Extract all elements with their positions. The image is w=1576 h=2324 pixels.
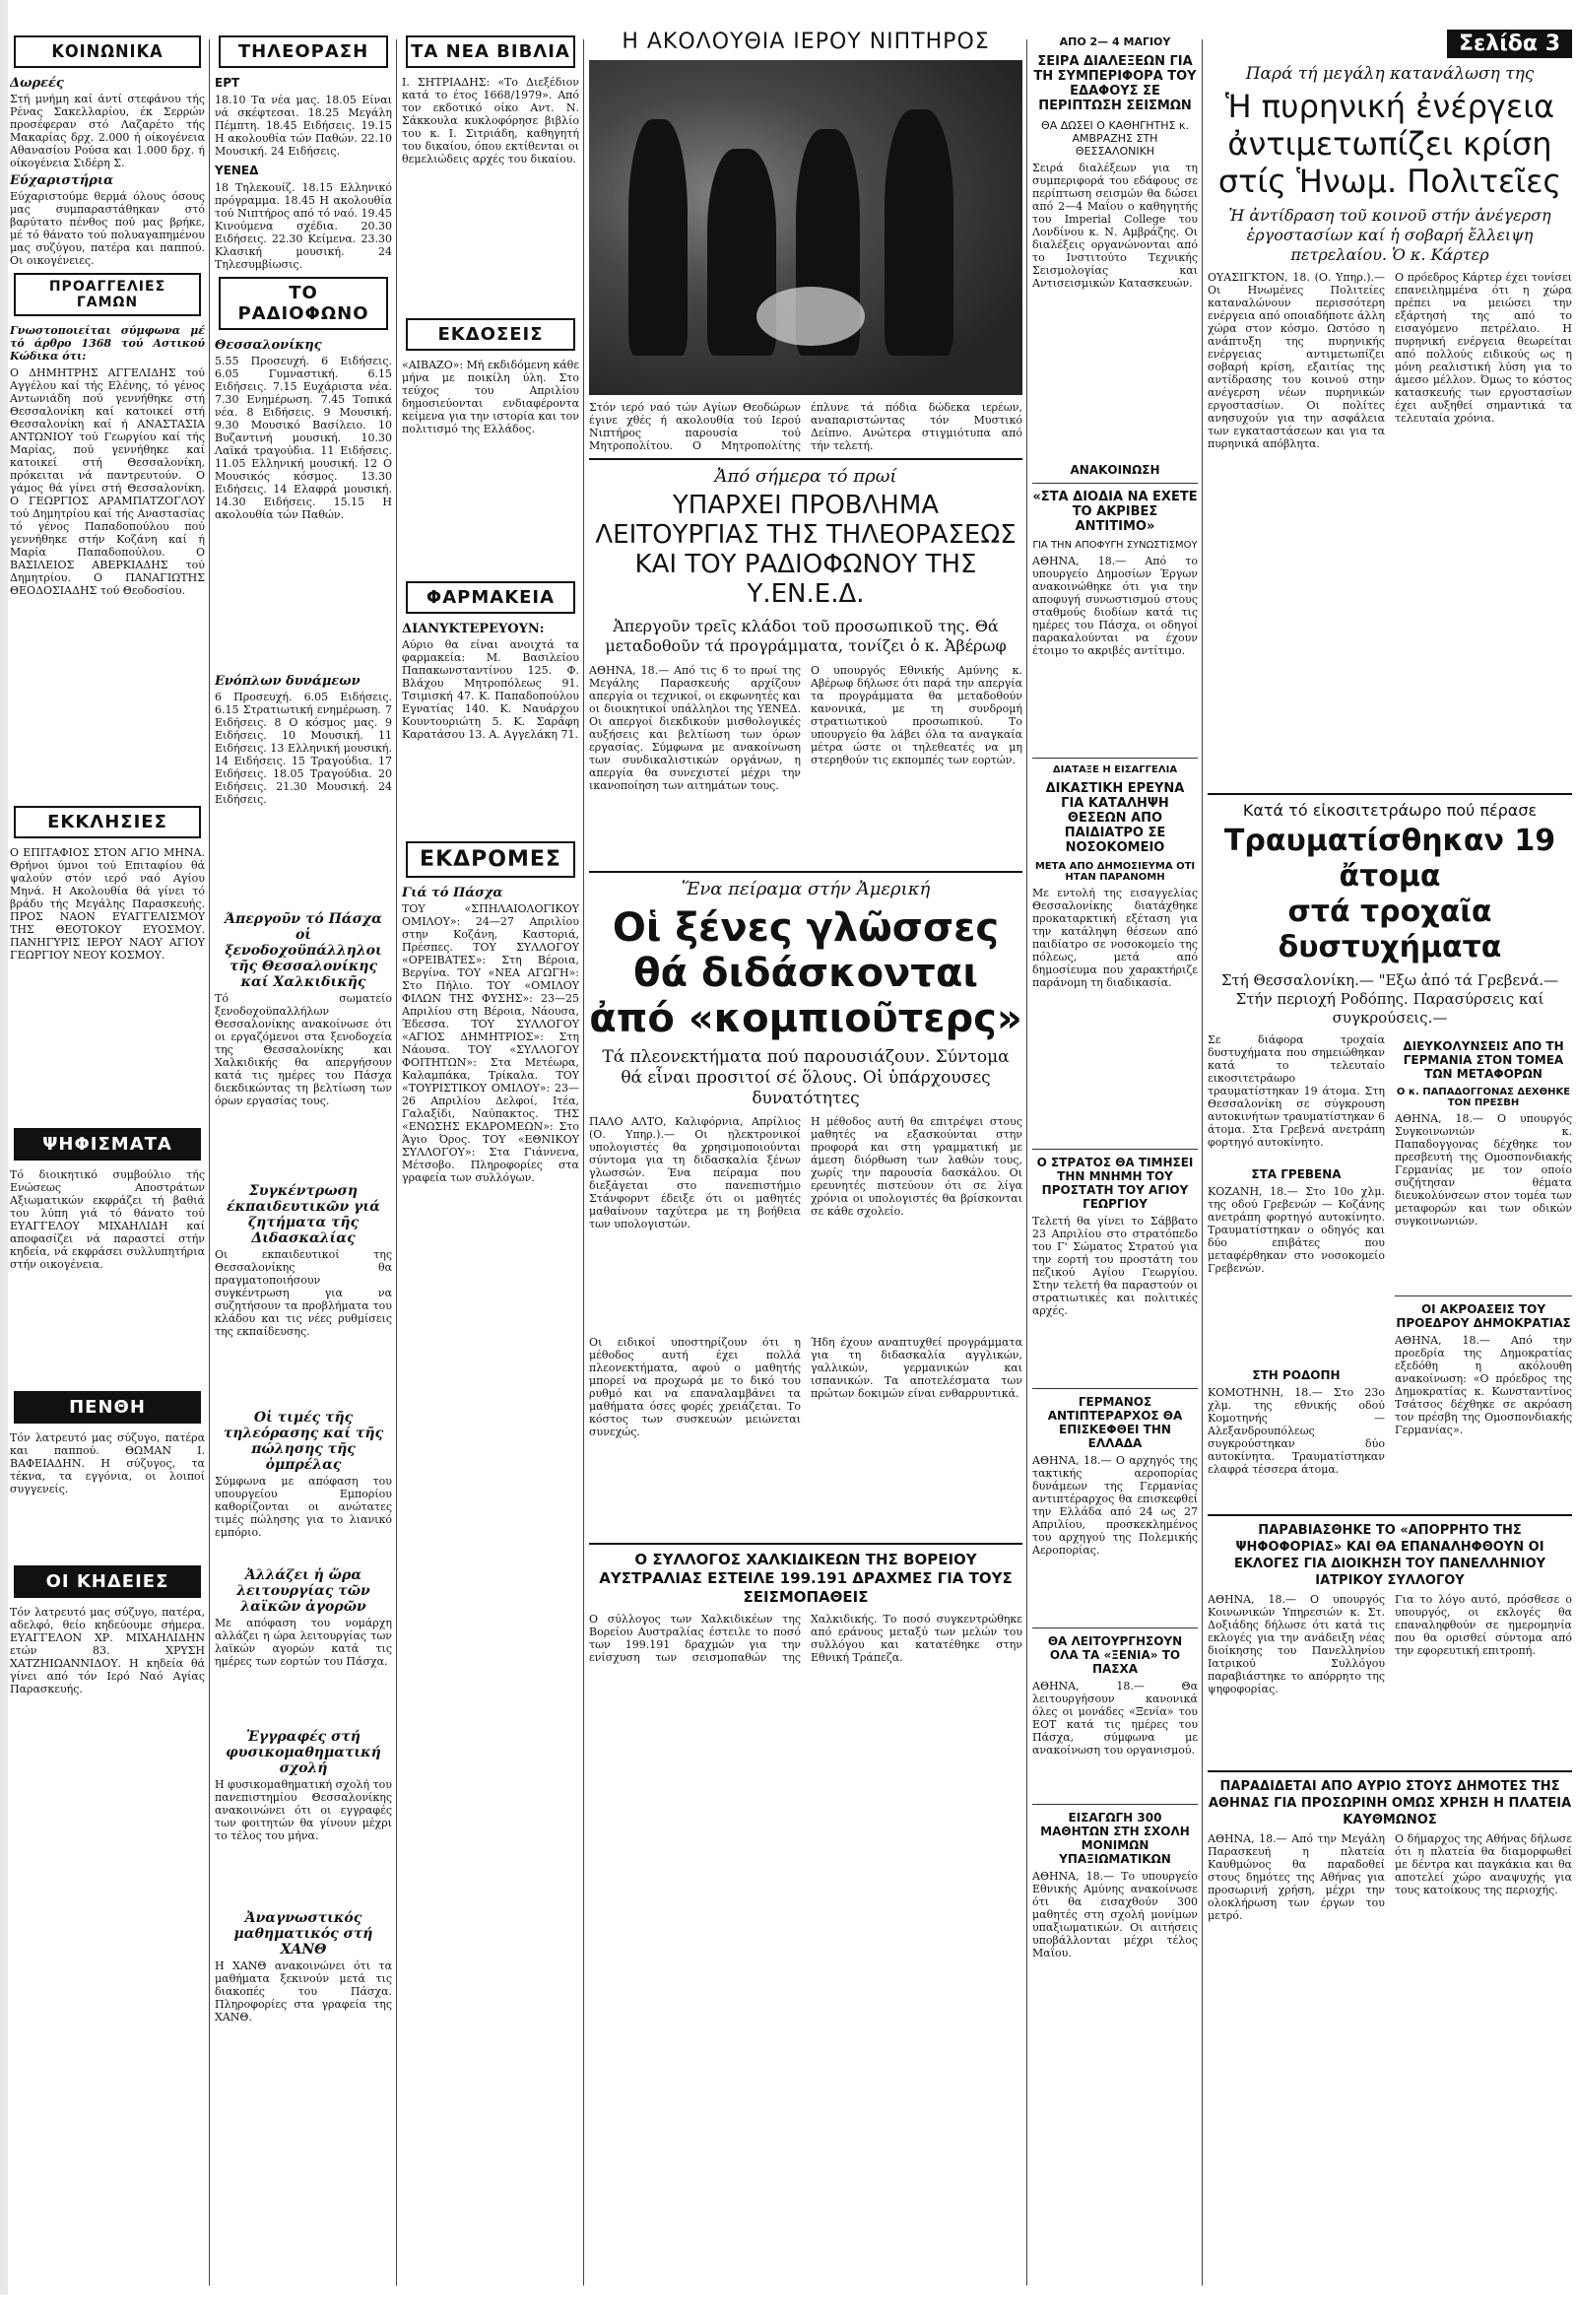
dikastiki-headline: ΔΙΚΑΣΤΙΚΗ ΕΡΕΥΝΑ ΓΙΑ ΚΑΤΑΛΗΨΗ ΘΕΣΕΩΝ ΑΠΟ ΠΑΙΔΙΑΤΡΟ ΣΕ ΝΟΣΟΚΟΜΕΙΟ xyxy=(1045,781,1185,855)
xanth-text: Η ΧΑΝΘ ανακοινώνει ότι τα μαθήματα ξεκινούν μετά τις διακοπές του Πάσχα. Πληροφορίες στα γραφεία της ΧΑΝΘ. xyxy=(215,1959,392,2024)
vivlia-text: Ι. ΣΗΤΡΙΑΔΗΣ: «Το Διεξέδιον κατά το έτος 1668/1979». Από τον εκδοτικό οίκο Αντ. Ν. Σάκκουλα κυκλοφόρησε βιβλίο του κ. Ι. Σιτριάδη, καθηγητή του δικαίου, όπου εκτίθενται οι θεμελιώδεις αρχές του δικαίου. xyxy=(402,76,579,166)
tileorasi-header: ΤΗΛΕΟΡΑΣΗ xyxy=(219,35,388,68)
ekdromes-subtitle: Γιά τό Πάσχα xyxy=(402,886,503,900)
eggrafes-title: Ἐγγραφές στή φυσικομαθηματική σχολή xyxy=(226,1729,381,1776)
dikastiki-subtitle: ΜΕΤΑ ΑΠΟ ΔΗΜΟΣΙΕΥΜΑ ΟΤΙ ΗΤΑΝ ΠΑΡΑΝΟΜΗ xyxy=(1034,861,1196,883)
nuclear-subtitle: Ἡ ἀντίδραση τοῦ κοινοῦ στήν ἀνέγερση ἐργοστασίων καί ἡ σοβαρή ἔλλειψη πετρελαίου. Ὁ κ. Κάρτερ xyxy=(1228,206,1551,264)
evcharistiria-subtitle: Εύχαριστήρια xyxy=(10,173,114,188)
synkentrosi-title: Συγκέντρωση έκπαιδευτικῶν γιά ζητήματα τῆς Διδασκαλίας xyxy=(227,1183,380,1246)
psifismata-header: ΨΗΦΙΣΜΑΤΑ xyxy=(14,1128,201,1161)
gamoi-header: ΠΡΟΑΓΓΕΛΙΕΣ ΓΑΜΩΝ xyxy=(14,273,201,316)
germany-text: ΑΘΗΝΑ, 18.— Ο υπουργός Συγκοινωνιών κ. Παπαδογγονας δέχθηκε τον πρεσβευτή της Ομοσπονδιακής Γερμανίας με τον οποίο συζήτησαν θέματα διευκολύνσεων στον τομέα των μεταφορών και των οδικών συγκοινωνιών. xyxy=(1395,1112,1572,1228)
yenea-text: 18 Τηλεκουίζ. 18.15 Ελληνικό πρόγραμμα. 18.45 Η ακολουθία τού Νιπτήρος από τό ναό. 19.45 Κινούμενα σχέδια. 20.30 Ειδήσεις. 22.30 Κείμενα. 23.30 Κλασική μουσική. 24 Τηλεσυμβίωσις. xyxy=(215,181,392,271)
grevena-text: ΚΟΖΑΝΗ, 18.— Στο 10ο χλμ. της οδού Γρεβενών — Κοζάνης ανετράπη φορτηγό αυτοκίνητο. Τραυματίστηκαν ο οδηγός και δύο επιβάτες που μεταφέρθηκαν στο νοσοκομείο Γρεβενών. xyxy=(1208,1185,1385,1275)
tv-headline-1: ΥΠΑΡΧΕΙ ΠΡΟΒΛΗΜΑ ΛΕΙΤΟΥΡΓΙΑΣ ΤΗΣ ΤΗΛΕΟΡΑΣΕΩΣ xyxy=(595,491,1017,550)
allages-title: Ἀλλάζει ἡ ὥρα λειτουργίας τῶν λαϊκῶν ἀγορῶν xyxy=(236,1567,370,1615)
nipter-ceremony-photo xyxy=(589,60,1022,395)
left-edge-strip xyxy=(0,0,8,2294)
tv-text-b: Ο υπουργός Εθνικής Αμύνης κ. Αβέρωφ δήλωσε ότι παρά την απεργία τα προγράμματα θα μεταδοθούν κανονικά, με τη συνδρομή στρατιωτικού προσωπικού. Το υπουργείο θα λάβει όλα τα αναγκαία μέτρα ώστε οι τηλεθεατές να μη στερηθούν τις εκπομπές των εορτών. xyxy=(811,664,1022,766)
germany-headline: ΔΙΕΥΚΟΛΥΝΣΕΙΣ ΑΠΟ ΤΗ ΓΕΡΜΑΝΙΑ ΣΤΟΝ ΤΟΜΕΑ ΤΩΝ ΜΕΤΑΦΟΡΩΝ xyxy=(1403,1039,1564,1081)
kideies-text: Τόν λατρευτό μας σύζυγο, πατέρα, αδελφό, θείο κηδεύουμε σήμερα. ΕΥΑΓΓΕΛΟΝ ΧΡ. ΜΙΧΑΗΛΙΔΗΝ ετών 83. ΧΡΥΣΗ ΧΑΤΖΗΙΩΑΝΝΙΔΟΥ. Η κηδεία θά γίνει από τόν Ιερό Ναό Αγίας Παρασκευής. xyxy=(10,1606,205,1695)
diodia-headline: «ΣΤΑ ΔΙΟΔΙΑ ΝΑ ΕΧΕΤΕ ΤΟ ΑΚΡΙΒΕΣ ΑΝΤΙΤΙΜΟ» xyxy=(1032,490,1198,534)
enoples-text: 6 Προσευχή. 6.05 Ειδήσεις. 6.15 Στρατιωτική ενημέρωση. 7 Ειδήσεις. 8 Ο κόσμος μας. 9 Ειδήσεις. 10 Μουσική. 11 Ειδήσεις. 13 Ελληνική μουσική. 14 Ειδήσεις. 15 Τραγούδια. 17 Ειδήσεις. 18.05 Τραγούδια. 20 Ειδήσεις. 21.30 Μουσική. 24 Ειδήσεις. xyxy=(215,691,392,806)
tv-subtitle: Ἀπεργοῦν τρεῖς κλάδοι τοῦ προσωπικοῦ της. Θά μεταδοθοῦν τά προγράμματα, τονίζει ὁ κ. Ἀβέρωφ xyxy=(605,617,1007,655)
eggrafes-text: Η φυσικομαθηματική σχολή του πανεπιστημίου Θεσσαλονίκης ανακοινώνει ότι οι εγγραφές των φοιτητών θα γίνουν μέχρι το τέλος του μήνα. xyxy=(215,1778,392,1842)
lang-headline: Οἱ ξένες γλῶσσες θά διδάσκονται ἀπό «κομπιοῦτερς» xyxy=(589,905,1022,1041)
column-rule xyxy=(209,39,210,2286)
farmakeia-subtitle: ΔΙΑΝΥΚΤΕΡΕΥΟΥΝ: xyxy=(402,622,545,636)
gamoi-subtitle: Γνωστοποιείται σύμφωνα μέ τό άρθρο 1368 τού Αστικού Κώδικα ότι: xyxy=(10,324,205,363)
seires-headline: ΣΕΙΡΑ ΔΙΑΛΕΞΕΩΝ ΓΙΑ ΤΗ ΣΥΜΠΕΡΙΦΟΡΑ ΤΟΥ ΕΔΑΦΟΥΣ ΣΕ ΠΕΡΙΠΤΩΣΗ ΣΕΙΣΜΩΝ xyxy=(1033,54,1197,113)
akroaseis-headline: ΟΙ ΑΚΡΟΑΣΕΙΣ ΤΟΥ ΠΡΟΕΔΡΟΥ ΔΗΜΟΚΡΑΤΙΑΣ xyxy=(1396,1302,1571,1330)
seires-subtitle: ΘΑ ΔΩΣΕΙ Ο ΚΑΘΗΓΗΤΗΣ κ. ΑΜΒΡΑΖΗΣ ΣΤΗ ΘΕΣΣΑΛΟΝΙΚΗ xyxy=(1041,119,1189,158)
column-rule xyxy=(396,39,397,2286)
australia-headline: Ο ΣΥΛΛΟΓΟΣ ΧΑΛΚΙΔΙΚΕΩΝ ΤΗΣ ΒΟΡΕΙΟΥ ΑΥΣΤΡΑΛΙΑΣ ΕΣΤΕΙΛΕ 199.191 ΔΡΑΧΜΕΣ ΓΙΑ ΤΟΥΣ ΣΕΙΣΜΟΠΑΘΕΙΣ xyxy=(599,1551,1013,1606)
accident-headline-1: Τραυματίσθηκαν 19 ἄτομα xyxy=(1223,824,1556,894)
column-1 xyxy=(10,0,205,2324)
xenia-headline: ΘΑ ΛΕΙΤΟΥΡΓΗΣΟΥΝ ΟΛΑ ΤΑ «ΞΕΝΙΑ» ΤΟ ΠΑΣΧΑ xyxy=(1047,1634,1183,1676)
dikastiki-text: Με εντολή της εισαγγελίας Θεσσαλονίκης διατάχθηκε προκαταρκτική εξέταση για την κατάληψη θέσεων από παιδίατρο σε νοσοκομείο της πόλεως, μετά από δημοσίευμα που χαρακτήριζε παράνομη τη διαδικασία. xyxy=(1032,887,1198,989)
synkentrosi-text: Οι εκπαιδευτικοί της Θεσσαλονίκης θα πραγματοποιήσουν συγκέντρωση για να συζητήσουν τα προβλήματα του κλάδου και τις νέες ρυθμίσεις της εκπαίδευσης. xyxy=(215,1248,392,1338)
kafthmonos-text-b: Ο δήμαρχος της Αθήνας δήλωσε ότι η πλατεία θα διαμορφωθεί με δέντρα και παγκάκια και θα αποτελεί χώρο αναψυχής για τους κατοίκους της περιοχής. xyxy=(1395,1832,1572,1896)
farmakeia-header: ΦΑΡΜΑΚΕΙΑ xyxy=(406,581,575,614)
thessaloniki-subtitle: Θεσσαλονίκης xyxy=(215,338,322,353)
ekklisies-header: ΕΚΚΛΗΣΙΕΣ xyxy=(14,806,201,838)
lang-text-d: Ήδη έχουν αναπτυχθεί προγράμματα για τη διδασκαλία αγγλικών, γαλλικών, γερμανικών και ισπανικών. Τα αποτελέσματα των πρώτων δοκιμών είναι ενθαρρυντικά. xyxy=(811,1336,1022,1400)
xenia-text: ΑΘΗΝΑ, 18.— Θα λειτουργήσουν κανονικά όλες οι μονάδες «Ξενία» του ΕΟΤ κατά τις ημέρες του Πάσχα, σύμφωνα με ανακοίνωση του οργανισμού. xyxy=(1032,1680,1198,1757)
nuclear-text-b: Ο πρόεδρος Κάρτερ έχει τονίσει επανειλημμένα ότι η χώρα πρέπει να μειώσει την εξάρτησή της από το εισαγόμενο πετρέλαιο. Η πυρηνική ενέργεια θεωρείται από πολλούς ειδικούς ως η μόνη ρεαλιστική λύση για το άμεσο μέλλον. Όμως το κόστος κατασκευής των εργοστασίων έχει αυξηθεί σημαντικά τα τελευταία χρόνια. xyxy=(1395,271,1572,425)
rodopi-label: ΣΤΗ ΡΟΔΟΠΗ xyxy=(1252,1368,1341,1382)
column-rule xyxy=(583,39,584,2286)
lang-text-c: Η μέθοδος αυτή θα επιτρέψει στους μαθητές να εξασκούνται στην προφορά και στη γραμματική με άμεση διόρθωση των λαθών τους, χωρίς την παρουσία δασκάλου. Οι ερευνητές πιστεύουν ότι σε λίγα χρόνια οι υπολογιστές θα βρίσκονται σε κάθε σχολείο. xyxy=(811,1115,1022,1218)
germany-subtitle: Ο κ. ΠΑΠΑΔΟΓΓΟΝΑΣ ΔΕΧΘΗΚΕ ΤΟΝ ΠΡΕΣΒΗ xyxy=(1396,1087,1571,1108)
kafthmonos-text-a: ΑΘΗΝΑ, 18.— Από την Μεγάλη Παρασκευή η πλατεία Καυθμώνος θα παραδοθεί στους δημότες της Αθήνας για προσωρινή χρήση, μέχρι την ολοκλήρωση των έργων του μετρό. xyxy=(1208,1832,1385,1922)
ert-text: 18.10 Τα νέα μας. 18.05 Είναι νά σκέφτεσαι. 18.25 Μεγάλη Πέμπτη. 18.45 Ειδήσεις. 19.15 Η ακολουθία τών Παθών. 22.10 Μουσική. 24 Ειδήσεις. xyxy=(215,94,392,158)
pasxa-text: Τό σωματείο ξενοδοχοϋπαλλήλων Θεσσαλονίκης ανακοίνωσε ότι οι εργαζόμενοι στα ξενοδοχεία της Θεσσαλονίκης και Χαλκιδικής θα απεργήσουν κατά τις ημέρες του Πάσχα διεκδικώντας τη βελτίωση των όρων εργασίας τους. xyxy=(215,992,392,1107)
gamoi-text: Ο ΔΗΜΗΤΡΗΣ ΑΓΓΕΛΙΔΗΣ τού Αγγέλου καί τής Ελένης, τό γένος Αντωνιάδη πού γεννήθηκε στή Θεσσαλονίκη καί κατοικεί στή Θεσσαλονίκη καί ή ΑΝΑΣΤΑΣΙΑ ΑΝΤΩΝΙΟΥ τού Γεωργίου καί τής Μαρίας, πού γεννήθηκε καί κατοικεί στή Θεσσαλονίκη, πρόκειται νά παντρευτούν. Ο γάμος θά γίνει στή Θεσσαλονίκη. Ο ΓΕΩΡΓΙΟΣ ΑΡΑΜΠΑΤΖΟΓΛΟΥ τού Δημητρίου καί τής Αναστασίας τό γένος Παπαδοπούλου πού γεννήθηκε στήν Κοζάνη καί ή Μαρία Παπαδοπούλου. Ο ΒΑΣΙΛΕΙΟΣ ΑΒΕΡΚΙΑΔΗΣ τού Δημητρίου. Ο ΠΑΝΑΓΙΩΤΗΣ ΘΕΟΔΟΣΙΑΔΗΣ τού Θεοδοσίου. xyxy=(10,366,205,597)
accident-headline-2: στά τροχαῖα δυστυχήματα xyxy=(1278,895,1502,964)
column-3 xyxy=(402,0,579,2324)
pasxa-title: Άπεργοῦν τό Πάσχα οἱ ξενοδοχοϋπάλληλοι τῆς Θεσσαλονίκης καί Χαλκιδικῆς xyxy=(225,911,382,990)
yenea-label: ΥΕΝΕΔ xyxy=(215,164,259,177)
german-text: ΑΘΗΝΑ, 18.— Ο αρχηγός της τακτικής αεροπορίας δυνάμεων της Γερμανίας αντιπτέραρχος θα επισκεφθεί την Ελλάδα από 24 ως 27 Απριλίου, προσκεκλημένος του αρχηγού της Πολεμικής Αεροπορίας. xyxy=(1032,1454,1198,1557)
nuclear-pre-title: Παρά τή μεγάλη κατανάλωση της xyxy=(1245,64,1535,84)
allages-text: Με απόφαση του νομάρχη αλλάζει η ώρα λειτουργίας των λαϊκών αγορών κατά τις ημέρες των εορτών του Πάσχα. xyxy=(215,1617,392,1668)
diodia-text: ΑΘΗΝΑ, 18.— Από το υπουργείο Δημοσίων Έργων ανακοινώθηκε ότι για την αποφυγή συνωστισμού στους σταθμούς διοδίων κατά τις ημέρες του Πάσχα, οι οδηγοί παρακαλούνται να έχουν έτοιμο το ακριβές αντίτιμο. xyxy=(1032,555,1198,657)
accident-subtitle: Στή Θεσσαλονίκη.— "Εξω ἀπό τά Γρεβενά.— Στήν περιοχή Ροδόπης. Παρασύρσεις καί συγκρούσεις.— xyxy=(1220,971,1559,1027)
dikastiki-pre: ΔΙΑΤΑΞΕ Η ΕΙΣΑΓΓΕΛΙΑ xyxy=(1052,764,1178,775)
akroaseis-text: ΑΘΗΝΑ, 18.— Από την προεδρία της Δημοκρατίας εξεδόθη η ακόλουθη ανακοίνωση: «Ο πρόεδρος της Δημοκρατίας κ. Κωνσταντίνος Τσάτσος δέχθηκε σε ακρόαση τον πρέσβη της Ομοσπονδιακής Γερμανίας». xyxy=(1395,1334,1572,1436)
tv-text-a: ΑΘΗΝΑ, 18.— Από τις 6 το πρωί της Μεγάλης Παρασκευής αρχίζουν απεργία οι τεχνικοί, οι εκφωνητές και οι διοικητικοί υπάλληλοι της ΥΕΝΕΔ. Οι απεργοί διεκδικούν μισθολογικές αυξήσεις και βελτίωση των όρων εργασίας. Σύμφωνα με ανακοίνωση των συνδικαλιστικών οργάνων, η απεργία θα συνεχιστεί μέχρι την ικανοποίηση των αιτημάτων τους. xyxy=(589,664,801,792)
lang-subtitle: Τά πλεονεκτήματα πού παρουσιάζουν. Σύντομα θά εἶναι προσιτοί σέ ὅλους. Οἱ ὑπάρχουσες δυνατότητες xyxy=(602,1047,1010,1108)
seires-text: Σειρά διαλέξεων για τη συμπεριφορά του εδάφους σε περίπτωση σεισμών θα δώσει από 2—4 Μαΐου ο καθηγητής του Imperial College του Λονδίνου κ. Ν. Αμβράζης. Οι διαλέξεις οργανώνονται από το Ινστιτούτο Τεχνικής Σεισμολογίας και Αντισεισμικών Κατασκευών. xyxy=(1032,162,1198,290)
nuclear-headline: Ἡ πυρηνική ἐνέργεια ἀντιμετωπίζει κρίση στίς Ἡνωμ. Πολιτεῖες xyxy=(1217,88,1562,200)
ekdoseis-header: ΕΚΔΟΣΕΙΣ xyxy=(406,318,575,351)
penthi-text: Τόν λατρευτό μας σύζυγο, πατέρα και παππού. ΘΩΜΑΝ Ι. ΒΑΦΕΙΑΔΗΝ. Η σύζυγος, τα τέκνα, τα εγγόνια, οι λοιποί συγγενείς. xyxy=(10,1431,205,1495)
photo-caption: Στόν ιερό ναό τών Αγίων Θεοδώρων έγινε χθές ή ακολουθία τού Ιερού Νιπτήρος παρουσία τού Μητροπολίτου. Ο Μητροπολίτης έπλυνε τά πόδια δώδεκα ιερέων, αναπαριστώντας τόν Μυστικό Δείπνο. Ανώτερα στιγμιότυπα από τήν τελετή. xyxy=(589,401,1022,452)
enoples-subtitle: Ενόπλων δυνάμεων xyxy=(215,674,361,689)
times-text: Σύμφωνα με απόφαση του υπουργείου Εμπορίου καθορίζονται οι ανώτατες τιμές πώλησης για το λιανικό εμπόριο. xyxy=(215,1475,392,1539)
evcharistiria-text: Εύχαριστούμε θερμά όλους όσους μας συμπαραστάθηκαν στό βαρύτατο πένθος πού μας βρήκε, μέ τό θάνατο τού πολυαγαπημένου μας συζύγου, πατέρα και παππού. Οι οικογένειες. xyxy=(10,190,205,267)
kideies-header: ΟΙ ΚΗΔΕΙΕΣ xyxy=(14,1565,201,1598)
ekdromes-header: ΕΚΔΡΟΜΕΣ xyxy=(406,841,575,878)
australia-text: Ο σύλλογος των Χαλκιδικέων της Βορείου Αυστραλίας έστειλε το ποσό των 199.191 δραχμών για την ενίσχυση των σεισμοπαθών της Χαλκιδικής. Το ποσό συγκεντρώθηκε από εράνους μεταξύ των μελών του συλλόγου και κατατέθηκε στην Εθνική Τράπεζα. xyxy=(589,1613,1022,1664)
right-block xyxy=(1208,0,1572,2324)
iatrikos-text-b: Για το λόγο αυτό, πρόσθεσε ο υπουργός, οι εκλογές θα επαναληφθούν σε ημερομηνία που θα ορισθεί σύντομα από την εφορευτική επιτροπή. xyxy=(1395,1593,1572,1657)
tv-headline-2: ΚΑΙ ΤΟΥ ΡΑΔΙΟΦΩΝΟΥ ΤΗΣ Υ.ΕΝ.Ε.Δ. xyxy=(634,550,977,609)
ekklisies-text: Ο ΕΠΙΤΑΦΙΟΣ ΣΤΟΝ ΑΓΙΟ ΜΗΝΑ. Θρήνοι ύμνοι τού Επιταφίου θά ψαλούν στόν ιερό ναό Αγίου Μηνά. Η Ακολουθία θά γίνει τό βράδυ τής Μεγάλης Παρασκευής. ΠΡΟΣ ΝΑΟΝ ΕΥΑΓΓΕΛΙΣΜΟΥ ΤΗΣ ΘΕΟΤΟΚΟΥ ΕΥΟΣΜΟΥ. ΠΑΝΗΓΥΡΙΣ ΙΕΡΟΥ ΝΑΟΥ ΑΓΙΟΥ ΓΕΩΡΓΙΟΥ ΝΕΟΥ ΚΟΣΜΟΥ. xyxy=(10,846,205,962)
column-rule xyxy=(1202,39,1203,2286)
stratos-headline: Ο ΣΤΡΑΤΟΣ ΘΑ ΤΙΜΗΣΕΙ ΤΗΝ ΜΝΗΜΗ ΤΟΥ ΠΡΟΣΤΑΤΗ ΤΟΥ ΑΓΙΟΥ ΓΕΩΡΓΙΟΥ xyxy=(1036,1156,1194,1211)
penthi-header: ΠΕΝΘΗ xyxy=(14,1391,201,1424)
tv-pre-title: Ἀπό σήμερα τό πρωί xyxy=(714,466,897,487)
ekdoseis-text: «ΑΙΒΑΖΟ»: Μή εκδιδόμενη κάθε μήνα με ποικίλη ύλη. Στο τεύχος του Απριλίου δημοσιεύονται ενδιαφέροντα κείμενα για την ιστορία και τον πολιτισμό της Ελλάδος. xyxy=(402,359,579,435)
nea-vivlia-header: ΤΑ ΝΕΑ ΒΙΒΛΙΑ xyxy=(406,35,575,68)
photo-title: Η ΑΚΟΛΟΥΘΙΑ ΙΕΡΟΥ ΝΙΠΤΗΡΟΣ xyxy=(622,30,990,54)
radiofono-header: ΤΟ ΡΑΔΙΟΦΩΝΟ xyxy=(219,277,388,330)
ekdromes-text: ΤΟΥ «ΣΠΗΛΑΙΟΛΟΓΙΚΟΥ ΟΜΙΛΟΥ»: 24—27 Απριλίου στην Κοζάνη, Καστοριά, Πρέσπες. ΤΟΥ ΣΥΛΛΟΓΟΥ «ΟΡΕΙΒΑΤΕΣ»: Στη Βέροια, Βεργίνα. ΤΟΥ «ΝΕΑ ΑΓΩΓΗ»: Στο Πήλιο. ΤΟΥ «ΟΜΙΛΟΥ ΦΙΛΩΝ ΤΗΣ ΦΥΣΗΣ»: 23—25 Απριλίου στη Βέροια, Νάουσα, Έδεσσα. ΤΟΥ ΣΥΛΛΟΓΟΥ «ΑΓΙΟΣ ΔΗΜΗΤΡΙΟΣ»: Στη Νάουσα. ΤΟΥ «ΣΥΛΛΟΓΟΥ ΦΟΙΤΗΤΩΝ»: Στα Μετέωρα, Καλαμπάκα, Τρίκαλα. ΤΟΥ «ΤΟΥΡΙΣΤΙΚΟΥ ΟΜΙΛΟΥ»: 23—26 Απριλίου Δελφοί, Ιτέα, Γαλαξίδι, Ναύπακτος. ΤΗΣ «ΕΝΩΣΗΣ ΕΚΔΡΟΜΕΩΝ»: Στο Άγιο Όρος. ΤΟΥ «ΕΘΝΙΚΟΥ ΣΥΛΛΟΓΟΥ»: Στα Γιάννενα, Μέτσοβο. Πληροφορίες στα γραφεία των συλλόγων. xyxy=(402,902,579,1184)
times-title: Οἱ τιμές τῆς τηλεόρασης καί τῆς πώλησης τῆς ὀμπρέλας xyxy=(223,1410,384,1473)
eisagogi-text: ΑΘΗΝΑ, 18.— Το υπουργείο Εθνικής Αμύνης ανακοίνωσε ότι θα εισαχθούν 300 μαθητές στη σχολή μονίμων υπαξιωματικών. Οι αιτήσεις υποβάλλονται μέχρι τέλος Μαΐου. xyxy=(1032,1870,1198,1959)
column-rule xyxy=(1026,39,1027,2286)
xanth-title: Ἀναγνωστικός μαθηματικός στή ΧΑΝΘ xyxy=(233,1910,373,1958)
grevena-label: ΣΤΑ ΓΡΕΒΕΝΑ xyxy=(1251,1167,1342,1181)
psifismata-text: Τό διοικητικό συμβούλιο τής Ενώσεως Αποστράτων Αξιωματικών εκφράζει τή βαθιά του λύπη γιά τό θάνατο τού ΕΥΑΓΓΕΛΟΥ ΜΙΧΑΗΛΙΔΗ καί αποφασίζει νά παραστεί στήν κηδεία, νά εκφράσει συλλυπητήρια στήν οικογένεια. xyxy=(10,1168,205,1271)
diodia-subtitle: ΓΙΑ ΤΗΝ ΑΠΟΦΥΓΗ ΣΥΝΩΣΤΙΣΜΟΥ xyxy=(1032,540,1198,551)
lang-pre-title: Ἕνα πείραμα στήν Ἀμερική xyxy=(681,879,931,899)
lang-text-a: ΠΑΛΟ ΑΛΤΟ, Καλιφόρνια, Απρίλιος (Ο. Υπηρ.).— Οι ηλεκτρονικοί υπολογιστές θα χρησιμοποιούνται σύντομα για τη διδασκαλία ξένων γλωσσών. Ένα πείραμα που διεξάγεται στο πανεπιστήμιο Στάνφορντ έδειξε ότι οι μαθητές μαθαίνουν ταχύτερα με τη βοήθεια των υπολογιστών. xyxy=(589,1115,801,1230)
center-block xyxy=(589,0,1022,2324)
iatrikos-text-a: ΑΘΗΝΑ, 18.— Ο υπουργός Κοινωνικών Υπηρεσιών κ. Στ. Δοξιάδης δήλωσε ότι κατά τις εκλογές για την ανάδειξη νέας διοίκησης του Πανελληνίου Ιατρικού Συλλόγου παραβιάστηκε το απόρρητο της ψηφοφορίας. xyxy=(1208,1593,1385,1695)
accident-pre-title: Κατά τό εἰκοσιτετράωρο πού πέρασε xyxy=(1242,801,1538,820)
column-5 xyxy=(1032,0,1198,2324)
doreai-subtitle: Δωρεές xyxy=(10,76,64,91)
radio-text: 5.55 Προσευχή. 6 Ειδήσεις. 6.05 Γυμναστική. 6.15 Ειδήσεις. 7.15 Ευχάριστα νέα. 7.30 Ενημέρωση. 7.45 Τοπικά νέα. 8 Ειδήσεις. 9 Μουσική. 9.30 Μουσικό Βασίλειο. 10 Βυζαντινή μουσική. 10.30 Λαϊκά τραγούδια. 11 Ειδήσεις. 11.05 Ελληνική μουσική. 12 Ο Μουσικός κόσμος. 13.30 Ειδήσεις. 14 Ελαφρά μουσική. 14.30 Ειδήσεις. 15.15 Η ακολουθία τών Παθών. xyxy=(215,355,392,521)
eisagogi-headline: ΕΙΣΑΓΩΓΗ 300 ΜΑΘΗΤΩΝ ΣΤΗ ΣΧΟΛΗ ΜΟΝΙΜΩΝ ΥΠΑΞΙΩΜΑΤΙΚΩΝ xyxy=(1040,1811,1190,1866)
rodopi-text: ΚΟΜΟΤΗΝΗ, 18.— Στο 23ο χλμ. της εθνικής οδού Κομοτηνής — Αλεξανδρουπόλεως συγκρούστηκαν δύο αυτοκίνητα. Τραυματίστηκαν ελαφρά τέσσερα άτομα. xyxy=(1208,1386,1385,1476)
farmakeia-text: Αύριο θα είναι ανοιχτά τα φαρμακεία: Μ. Βασιλείου Παπακωνσταντίνου 125. Φ. Βλάχου Μητροπόλεως 91. Τσιμισκή 47. Κ. Παπαδοπούλου Εγνατίας 140. Κ. Ναυάρχου Κουντουριώτη 5. Κ. Σαράφη Καρατάσου 13. Α. Αγγελάκη 71. xyxy=(402,638,579,741)
doreai-text: Στή μνήμη καί άντί στεφάνου τής Ρένας Σακελλαρίου, έκ Σερρών προσέφεραν στό Λαζαρέτο τής Μακαρίας δρχ. 2.000 ή οίκογένεια Αθανασίου Ρούσα και 1.000 δρχ. ή οίκογένεια Σιδέρη Σ. xyxy=(10,93,205,169)
ert-label: ΕΡΤ xyxy=(215,76,240,90)
nuclear-text-a: ΟΥΑΣΙΓΚΤΟΝ, 18. (Ο. Υπηρ.).— Οι Ηνωμένες Πολιτείες καταναλώνουν περισσότερη ενέργεια από οποιαδήποτε άλλη χώρα στον κόσμο. Ωστόσο η ανάπτυξη της πυρηνικής ενέργειας αντιμετωπίζει σοβαρή κρίση, εξαιτίας της αντίδρασης του κοινού στην ανέγερση νέων πυρηνικών εργοστασίων. Οι πολίτες ανησυχούν για την ασφάλεια των εγκαταστάσεων και για τα πυρηνικά απόβλητα. xyxy=(1208,271,1385,450)
german-headline: ΓΕΡΜΑΝΟΣ ΑΝΤΙΠΤΕΡΑΡΧΟΣ ΘΑ ΕΠΙΣΚΕΦΘΕΙ ΤΗΝ ΕΛΛΑΔΑ xyxy=(1047,1395,1183,1450)
header-date: ΑΠΟ 2— 4 ΜΑΓΙΟΥ xyxy=(1059,35,1171,48)
accident-text: Σε διάφορα τροχαία δυστυχήματα που σημειώθηκαν κατά το τελευταίο εικοσιτετράωρο τραυματίστηκαν 19 άτομα. Στη Θεσσαλονίκη σε σύγκρουση αυτοκινήτων τραυματίστηκαν 6 άτομα. Στα Γρεβενά ανετράπη φορτηγό αυτοκίνητο. xyxy=(1208,1033,1385,1149)
stratos-text: Τελετή θα γίνει το Σάββατο 23 Απριλίου στο στρατόπεδο του Γ' Σώματος Στρατού για την εορτή του προστάτη του πεζικού Αγίου Γεωργίου. Στην τελετή θα παραστούν οι στρατιωτικές και πολιτικές αρχές. xyxy=(1032,1215,1198,1317)
column-2 xyxy=(215,0,392,2324)
anakoinosi-label: ΑΝΑΚΟΙΝΩΣΗ xyxy=(1070,463,1160,477)
koinonika-header: ΚΟΙΝΩΝΙΚΑ xyxy=(14,35,201,68)
lang-text-b: Οι ειδικοί υποστηρίζουν ότι η μέθοδος αυτή έχει πολλά πλεονεκτήματα, αφού ο μαθητής μπορεί να προχωρά με το δικό του ρυθμό και να επαναλαμβάνει τα μαθήματα όσες φορές χρειάζεται. Το κόστος των συσκευών μειώνεται συνεχώς. xyxy=(589,1336,801,1438)
kafthmonos-headline: ΠΑΡΑΔΙΔΕΤΑΙ ΑΠΟ ΑΥΡΙΟ ΣΤΟΥΣ ΔΗΜΟΤΕΣ ΤΗΣ ΑΘΗΝΑΣ ΓΙΑ ΠΡΟΣΩΡΙΝΗ ΟΜΩΣ ΧΡΗΣΗ Η ΠΛΑΤΕΙΑ ΚΑΥΘΜΩΝΟΣ xyxy=(1208,1779,1572,1827)
iatrikos-headline: ΠΑΡΑΒΙΑΣΘΗΚΕ ΤΟ «ΑΠΟΡΡΗΤΟ ΤΗΣ ΨΗΦΟΦΟΡΙΑΣ» ΚΑΙ ΘΑ ΕΠΑΝΑΛΗΦΘΟΥΝ ΟΙ ΕΚΛΟΓΕΣ ΓΙΑ ΔΙΟΙΚΗΣΗ ΤΟΥ ΠΑΝΕΛΛΗΝΙΟΥ ΙΑΤΡΙΚΟΥ ΣΥΛΛΟΓΟΥ xyxy=(1233,1523,1546,1588)
page-number-badge: Σελίδα 3 xyxy=(1447,30,1572,58)
